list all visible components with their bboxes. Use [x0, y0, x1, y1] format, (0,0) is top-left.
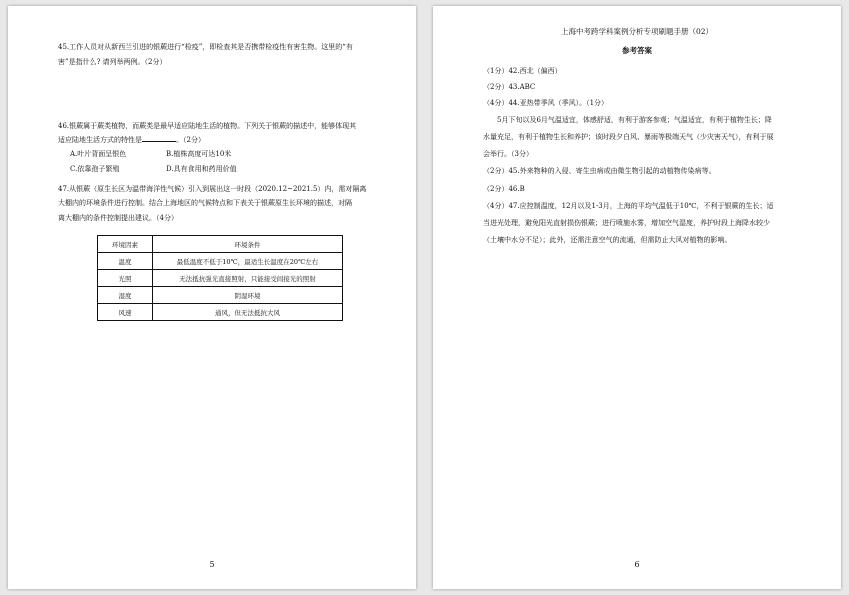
table-cell: 通风，但无法抵抗大风 — [153, 304, 343, 321]
answer-title: 参考答案 — [622, 46, 652, 55]
page-number: 5 — [209, 560, 215, 569]
table-cell: 阴湿环境 — [153, 287, 343, 304]
answer-43: （2分）43.ABC — [483, 83, 536, 91]
q47-line2: 大棚内的环境条件进行控制。结合上海地区的气候特点和下表关于银蕨原生长环境的描述，对隔 — [58, 199, 352, 207]
table-header-cell: 环境因素 — [98, 236, 153, 253]
table-cell: 无法抵抗强光直接照射，只能接受间接光的照射 — [153, 270, 343, 287]
table-header-row — [98, 236, 343, 253]
answer-47-line1: （4分）47.应控制温度，12月以及1-3月，上海的平均气温低于10℃，不利于银蕨的生长；适 — [483, 202, 774, 210]
q46-line2 — [58, 133, 205, 147]
q46-option-a: A.叶片背面呈银色 — [70, 150, 127, 158]
answer-44-line3: 会举行。（3分） — [483, 150, 533, 158]
answer-46: （2分）46.B — [483, 185, 525, 193]
answer-47-line3: （土壤中水分不足）；此外，还需注意空气的流通，但需防止大风对植物的影响。 — [483, 236, 732, 244]
answer-44: （4分）44.亚热带季风（季风）。（1分） — [483, 99, 609, 107]
answer-45: （2分）45.外来物种的入侵、寄生虫病或由微生物引起的动植物传染病等。 — [483, 167, 716, 175]
environment-table — [97, 235, 343, 321]
q45-line2: 害”是指什么? 请列举两例。（2分） — [58, 58, 167, 66]
q46-line1: 46.银蕨属于蕨类植物，而蕨类是最早适应陆地生活的植物。下列关于银蕨的描述中，能够体现其 — [58, 122, 357, 130]
page-left — [8, 6, 416, 589]
answer-47-line2: 当进光处理，避免阳光直射损伤银蕨；进行喷施水雾，增加空气湿度，养护时段上海降水较少 — [483, 219, 770, 227]
answer-44-line2: 水量充足，有利于植物生长和养护；该时段夕白风、暴雨等极端天气（少灾害天气），有利于展 — [483, 133, 774, 141]
page-right — [433, 6, 841, 589]
answer-blank — [142, 133, 176, 142]
table-row — [98, 287, 343, 304]
q46-option-c: C.依靠孢子繁殖 — [70, 165, 120, 173]
q47-line3: 离大棚内的条件控制提出建议。（4分） — [58, 214, 178, 222]
table-row — [98, 253, 343, 270]
answer-44-line1: 5月下旬以及6月气温适宜，体感舒适，有利于游客参观；气温适宜，有利于植物生长；降 — [497, 116, 772, 124]
table-cell: 最低温度不低于10℃，最适生长温度在20℃左右 — [153, 253, 343, 270]
table-cell: 风速 — [98, 304, 153, 321]
table-cell: 光照 — [98, 270, 153, 287]
q46-stem: 适应陆地生活方式的特性是 — [58, 136, 142, 144]
table-row — [98, 304, 343, 321]
q47-line1: 47.从银蕨（原生长区为温带海洋性气候）引入到展出这一时段（2020.12~2021.5）内，需对隔离 — [58, 185, 367, 193]
answer-42: （1分）42.西北（偏西） — [483, 67, 562, 75]
table-cell: 温度 — [98, 253, 153, 270]
q45-line1: 45.工作人员对从新西兰引进的银蕨进行“检疫”，即检查其是否携带检疫性有害生物。这里的“有 — [58, 43, 353, 51]
q46-option-b: B.植株高度可达10米 — [166, 150, 232, 158]
page-number: 6 — [634, 560, 640, 569]
q46-option-d: D.具有食用和药用价值 — [166, 165, 237, 173]
running-header: 上海中考跨学科案例分析专项刷题手册（02） — [560, 27, 714, 36]
table-row — [98, 270, 343, 287]
table-header-cell: 环境条件 — [153, 236, 343, 253]
q46-points: 。（2分） — [176, 136, 205, 144]
table-cell: 湿度 — [98, 287, 153, 304]
